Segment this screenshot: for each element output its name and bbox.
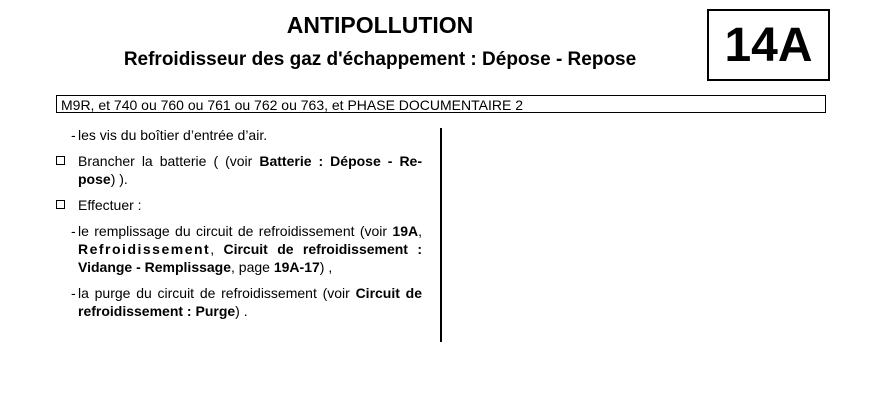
applicability-line: M9R, et 740 ou 760 ou 761 ou 762 ou 763, et PHASE DOCUMENTAIRE 2 [56, 95, 826, 113]
reference-link: Circuit de refroidissement : Purge [78, 285, 422, 319]
checkbox-item [56, 196, 422, 214]
procedure-column [56, 126, 422, 320]
item-text: la purge du circuit de refroidissement (voir [78, 285, 356, 301]
separator: , page [231, 259, 274, 275]
item-text: le remplissage du circuit de refroidissement (voir [78, 223, 393, 239]
column-divider [440, 128, 442, 342]
dash-marker: - [71, 127, 76, 143]
list-item-text: les vis du boîtier d’entrée d’air. [78, 127, 268, 143]
checkbox-item [56, 152, 422, 188]
page-title: ANTIPOLLUTION [286, 12, 474, 38]
item-text: Brancher la batterie ( (voir [78, 153, 260, 169]
section-code: 14A [724, 18, 813, 72]
dash-marker: - [71, 223, 76, 239]
reference-section: Refroidissement [78, 241, 211, 257]
reference-chapter: 19A [392, 223, 419, 239]
separator: , [210, 241, 224, 257]
page-subtitle: Refroidisseur des gaz d'échappement : Dépose - Repose [123, 49, 637, 70]
reference-link: Batterie : Dépose - Re-pose [78, 153, 422, 187]
item-text: ) . [235, 303, 248, 319]
reference-link: Circuit de refroidissement : Vidange - Remplissage [78, 241, 423, 275]
dash-marker: - [71, 285, 76, 301]
item-text: ) , [319, 259, 333, 275]
section-code-box [707, 9, 830, 81]
list-item [56, 284, 422, 320]
item-text: Effectuer : [78, 197, 142, 213]
checkbox-icon [56, 156, 65, 165]
checkbox-icon [56, 200, 65, 209]
list-item [56, 222, 422, 276]
item-text: ) ). [110, 171, 128, 187]
list-item [56, 126, 422, 144]
reference-page: 19A-17 [273, 259, 320, 275]
separator: , [418, 223, 422, 239]
